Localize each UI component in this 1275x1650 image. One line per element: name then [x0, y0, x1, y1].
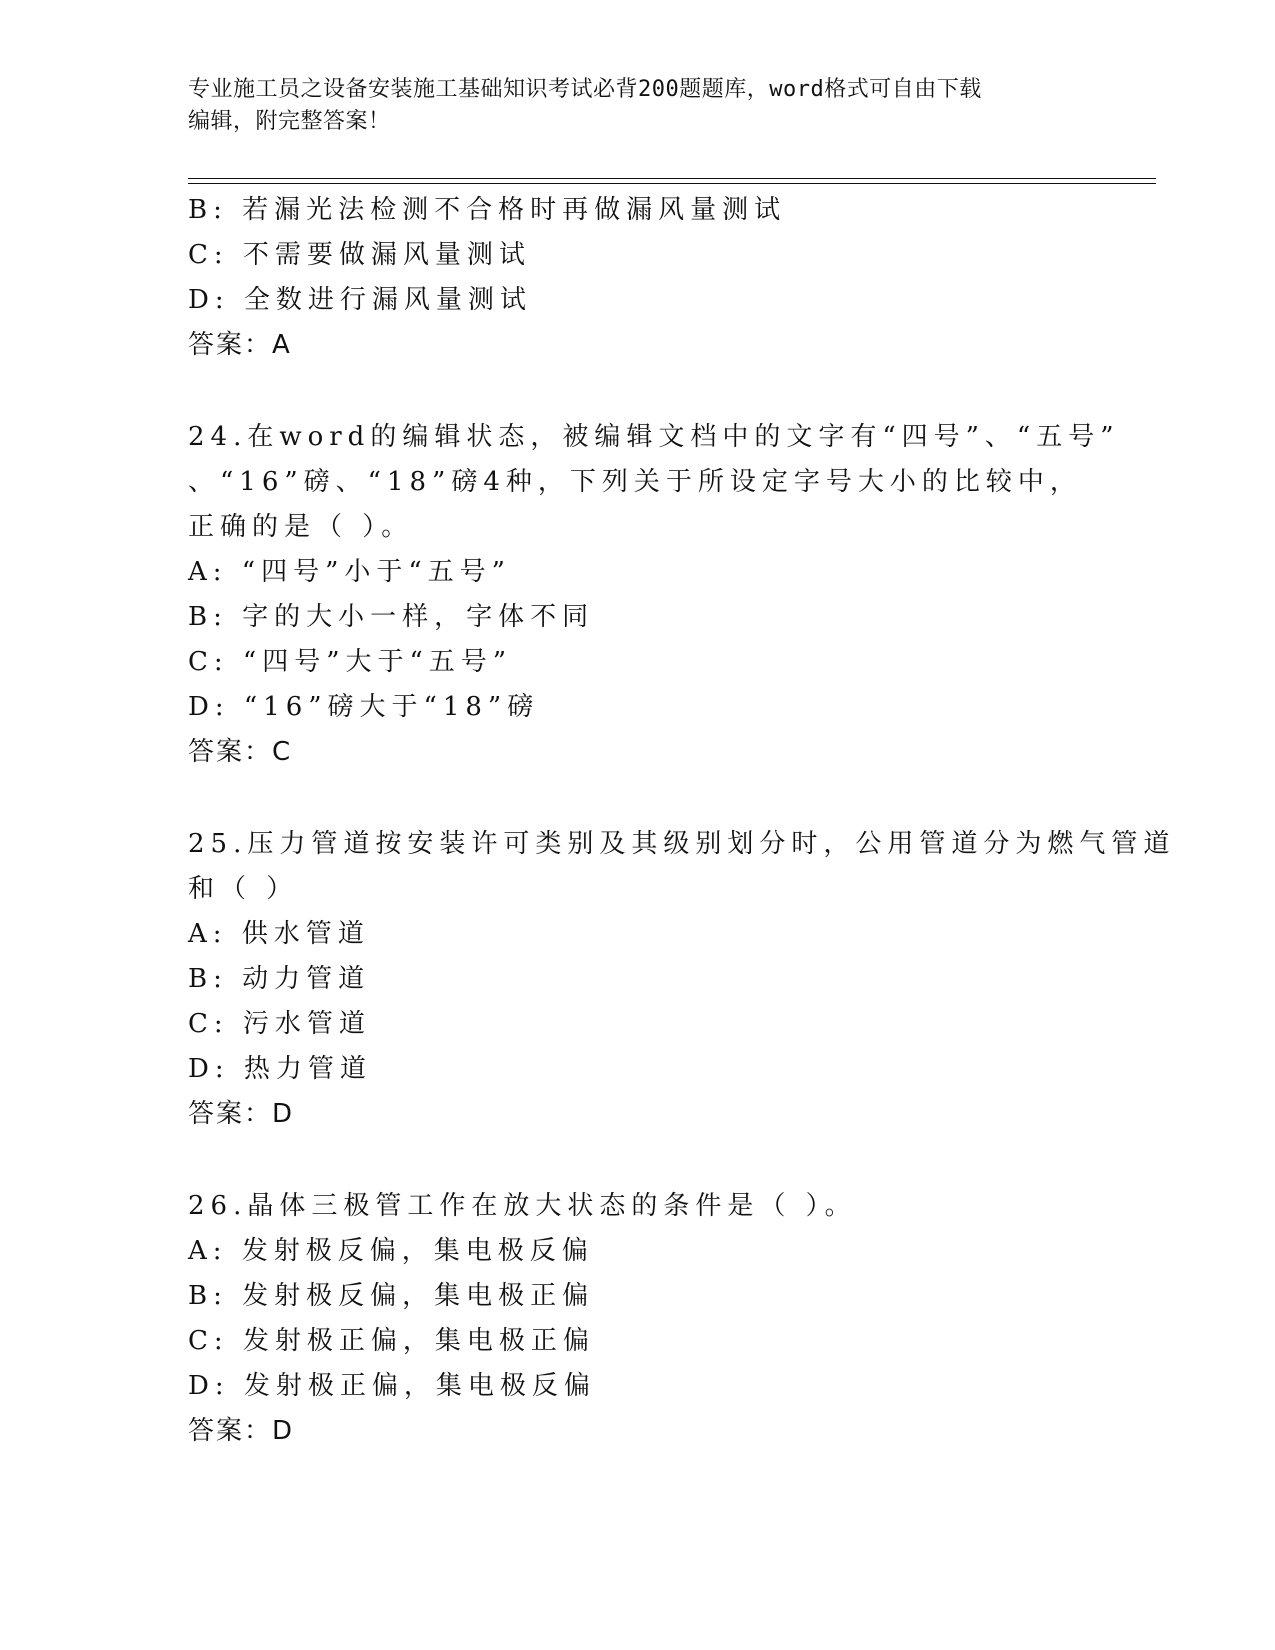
question-text-line: 26.晶体三极管工作在放大状态的条件是（ ）。	[188, 1191, 857, 1221]
question-25	[188, 822, 1176, 1137]
option-line: D: 热力管道	[188, 1054, 372, 1084]
option-line: C: “四号”大于“五号”	[188, 647, 513, 677]
question-26	[188, 1184, 1088, 1454]
header-rule-top	[188, 178, 1156, 179]
question-text-line: 正确的是（ ）。	[188, 512, 414, 542]
spacer	[188, 368, 1088, 415]
question-text-line: 、“16”磅、“18”磅4种，下列关于所设定字号大小的比较中，	[188, 467, 1082, 497]
option-line: C: 发射极正偏，集电极正偏	[188, 1326, 595, 1356]
option-line: D: 发射极正偏，集电极反偏	[188, 1371, 596, 1401]
option-line: D: “16”磅大于“18”磅	[188, 692, 540, 722]
question-text-line: 和（ ）	[188, 874, 299, 904]
option-line: C: 污水管道	[188, 1009, 371, 1039]
header-line-1: 专业施工员之设备安装施工基础知识考试必背200题题库，word格式可自由下载	[188, 77, 982, 102]
spacer	[188, 775, 1088, 822]
option-line: B: 若漏光法检测不合格时再做漏风量测试	[188, 195, 787, 225]
option-line: C: 不需要做漏风量测试	[188, 240, 531, 270]
option-line: A: 发射极反偏，集电极反偏	[188, 1236, 594, 1266]
question-24	[188, 415, 1120, 775]
header-rule-bottom	[188, 183, 1156, 184]
answer-line: 答案：A	[188, 330, 292, 360]
answer-line: 答案：C	[188, 737, 293, 767]
option-line: A: 供水管道	[188, 919, 370, 949]
answer-line: 答案：D	[188, 1416, 295, 1446]
header-line-2: 编辑，附完整答案！	[188, 109, 391, 134]
document-header	[188, 74, 1088, 138]
option-line: D: 全数进行漏风量测试	[188, 285, 532, 315]
question-text-line: 24.在word的编辑状态，被编辑文档中的文字有“四号”、“五号”	[188, 422, 1120, 452]
option-line: A: “四号”小于“五号”	[188, 557, 511, 587]
spacer	[188, 1137, 1088, 1184]
answer-line: 答案：D	[188, 1099, 295, 1129]
question-text-line: 25.压力管道按安装许可类别及其级别划分时，公用管道分为燃气管道	[188, 829, 1176, 859]
previous-question-tail	[188, 188, 1088, 368]
option-line: B: 字的大小一样，字体不同	[188, 602, 595, 632]
option-line: B: 动力管道	[188, 964, 371, 994]
option-line: B: 发射极反偏，集电极正偏	[188, 1281, 595, 1311]
question-content	[188, 188, 1176, 1454]
